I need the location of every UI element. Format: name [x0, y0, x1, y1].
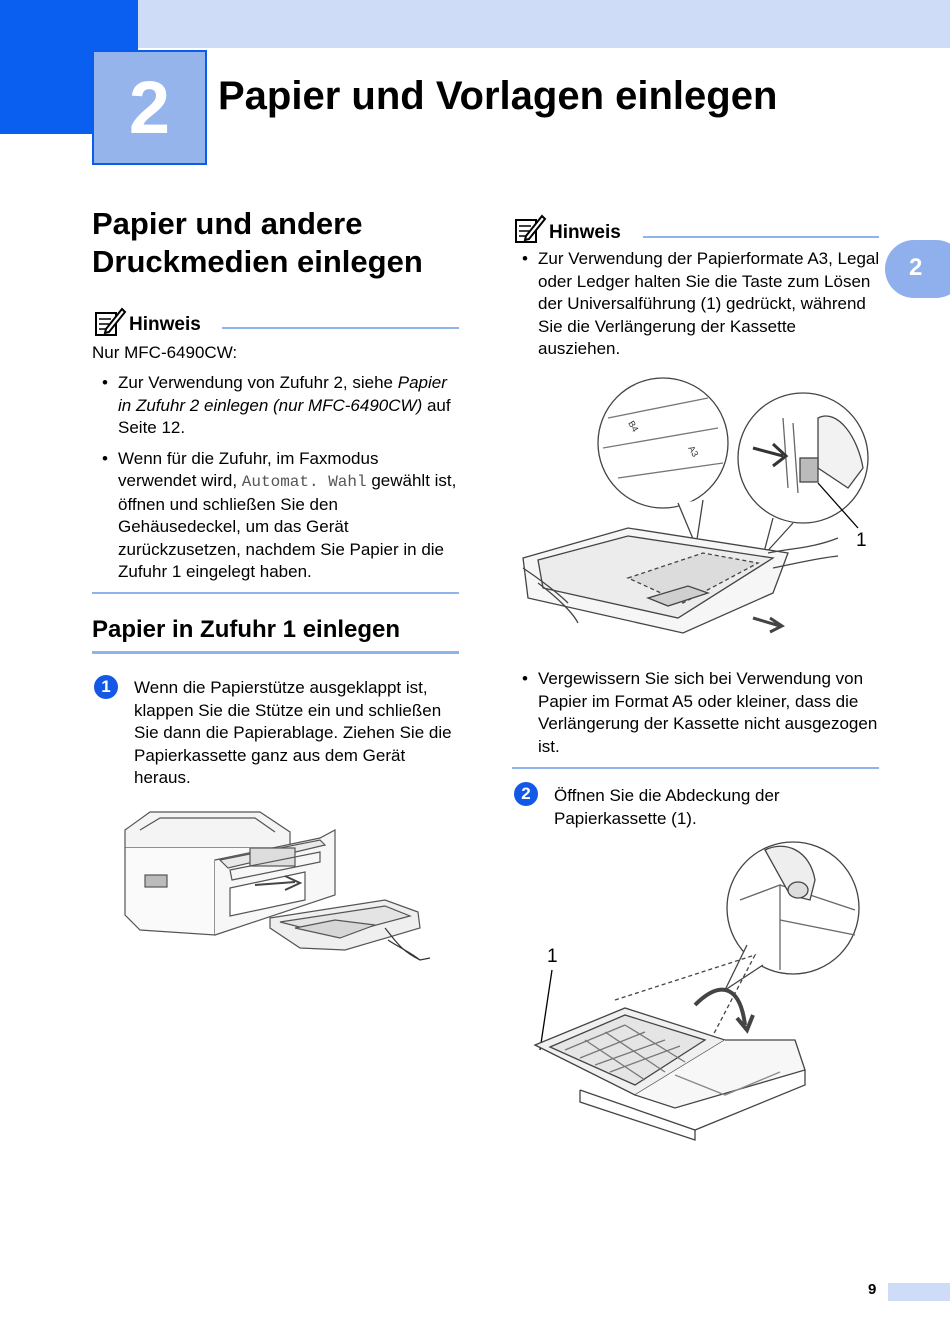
subsection-rule — [92, 651, 459, 654]
chapter-side-tab[interactable] — [885, 240, 950, 298]
note-end-rule-left — [92, 592, 459, 594]
note-rule-left — [222, 327, 459, 329]
bullet-2-suffix: gewählt ist, öffnen und schließen Sie den Gehäusedeckel, um das Gerät zurückzusetzen, nachdem Sie Papier in die Zufuhr 1 eingelegt haben. — [118, 471, 457, 581]
b4-marking: B4 — [626, 419, 641, 434]
bullet-1-text: Zur Verwendung von Zufuhr 2, siehe — [118, 373, 398, 392]
section-heading — [92, 205, 462, 281]
cross-reference-link[interactable]: Papier in Zufuhr 2 einlegen (nur MFC-6490CW) — [118, 373, 447, 415]
chapter-number-box — [92, 50, 207, 165]
note-rule-right — [643, 236, 879, 238]
chapter-title: Papier und Vorlagen einlegen — [218, 74, 778, 118]
step-1-number: 1 — [94, 675, 118, 699]
chapter-tab-number: 2 — [909, 254, 923, 281]
a3-marking: A3 — [686, 444, 701, 459]
cassette-cover-illustration — [525, 840, 865, 1170]
callout-label-2: 1 — [547, 946, 558, 967]
bullet-1-suffix: auf Seite 12. — [118, 395, 451, 437]
menu-setting-code: Automat. Wahl — [241, 473, 367, 491]
note-pencil-icon — [514, 214, 546, 244]
step-1-text: Wenn die Papierstütze ausgeklappt ist, klappen Sie die Stütze ein und schließen Sie dann die Papierablage. Ziehen Sie die Papierkassette ganz aus dem Gerät heraus. — [134, 678, 452, 787]
note-bullets-right-2 — [512, 668, 880, 766]
bullet-a3-text: Zur Verwendung der Papierformate A3, Legal oder Ledger halten Sie die Taste zum Lösen der Universalführung (1) gedrückt, während Sie die Verlängerung der Kassette ausziehen. — [538, 249, 880, 358]
note-heading-left: Hinweis — [129, 314, 201, 335]
bullet-2-text: Wenn für die Zufuhr, im Faxmodus verwendet wird, — [118, 448, 379, 490]
note-heading-right: Hinweis — [549, 222, 621, 243]
section-title-line-1: Papier und andere — [92, 206, 363, 241]
step-2-text: Öffnen Sie die Abdeckung der Papierkassette (1). — [554, 786, 780, 828]
chapter-number: 2 — [128, 66, 171, 149]
note-intro: Nur MFC-6490CW: — [92, 343, 238, 362]
page-number: 9 — [868, 1281, 877, 1298]
note-bullets-left — [92, 372, 460, 592]
callout-label-1: 1 — [856, 530, 867, 551]
list-item — [512, 248, 880, 361]
footer-band — [888, 1283, 950, 1301]
printer-tray-illustration — [120, 800, 430, 970]
list-item — [92, 372, 460, 440]
section-title-line-2: Druckmedien einlegen — [92, 244, 423, 279]
note-bullets-right — [512, 248, 880, 369]
step-2-number: 2 — [514, 782, 538, 806]
cassette-extension-illustration — [518, 378, 878, 640]
subsection-title: Papier in Zufuhr 1 einlegen — [92, 616, 401, 643]
header-band — [0, 0, 950, 48]
note-pencil-icon — [94, 307, 126, 337]
list-item — [512, 668, 880, 758]
list-item — [92, 448, 460, 584]
note-end-rule-right — [512, 767, 879, 769]
bullet-a5-text: Vergewissern Sie sich bei Verwendung von Papier im Format A5 oder kleiner, dass die Verlängerung der Kassette nicht ausgezogen ist. — [538, 669, 878, 756]
